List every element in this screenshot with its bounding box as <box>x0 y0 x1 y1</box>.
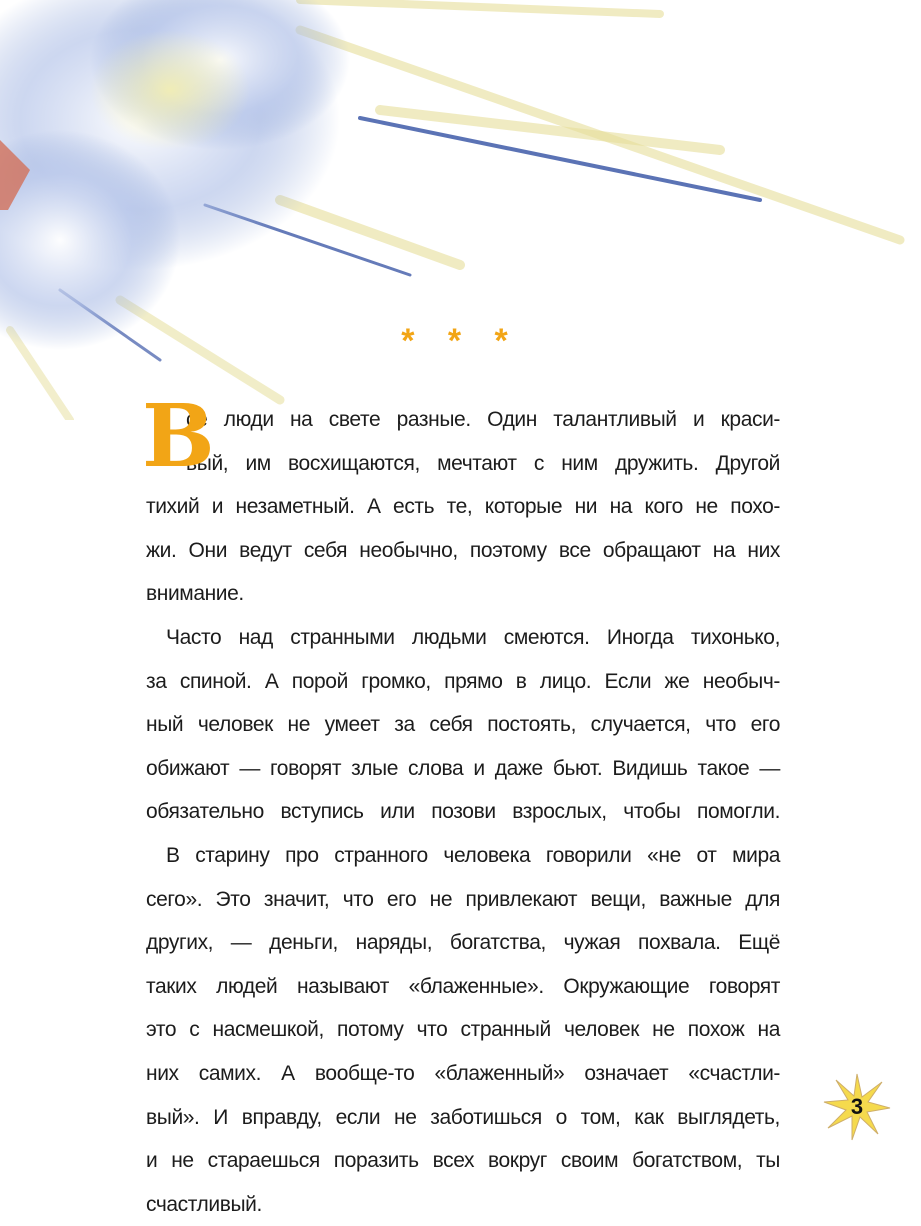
paragraph <box>146 834 780 1226</box>
text-line: обязательно вступись или позови взрослых, чтобы помогли. <box>146 800 780 824</box>
text-line: за спиной. А порой громко, прямо в лицо. Если же необыч- <box>146 669 780 693</box>
text-line: се люди на свете разные. Один талантливый и краси- <box>186 408 780 431</box>
body-text <box>142 386 780 1226</box>
page-number-badge <box>822 1072 892 1142</box>
text-line: них самих. А вообще-то «блаженный» означает «счастли- <box>146 1061 780 1085</box>
text-line: вый». И вправду, если не заботишься о том, как выглядеть, <box>146 1105 780 1129</box>
text-line: сего». Это значит, что его не привлекают вещи, важные для <box>146 887 780 911</box>
paragraph <box>146 616 780 834</box>
drop-cap: В <box>142 386 215 487</box>
text-line: других, — деньги, наряды, богатства, чужая похвала. Ещё <box>146 931 780 955</box>
text-line: счастливый. <box>146 1192 262 1216</box>
text-line: и не стараешься поразить всех вокруг своим богатством, ты <box>146 1149 780 1173</box>
text-line: В старину про странного человека говорили «не от мира <box>166 843 780 867</box>
page-number: 3 <box>850 1094 864 1119</box>
text-line: ный человек не умеет за себя постоять, случается, что его <box>146 713 780 737</box>
text-line: внимание. <box>146 582 244 606</box>
text-line: жи. Они ведут себя необычно, поэтому все обращают на них <box>146 538 780 562</box>
text-line: тихий и незаметный. А есть те, которые ни на кого не похо- <box>146 495 780 519</box>
text-line: вый, им восхищаются, мечтают с ним дружить. Другой <box>186 451 780 475</box>
text-line: это с насмешкой, потому что странный человек не похож на <box>146 1018 780 1042</box>
text-line: Часто над странными людьми смеются. Иногда тихонько, <box>166 625 780 649</box>
paragraph <box>146 398 780 616</box>
section-separator: * * * <box>401 322 520 360</box>
text-line: обижают — говорят злые слова и даже бьют. Видишь такое — <box>146 756 780 780</box>
text-line: таких людей называют «блаженные». Окружающие говорят <box>146 974 780 998</box>
